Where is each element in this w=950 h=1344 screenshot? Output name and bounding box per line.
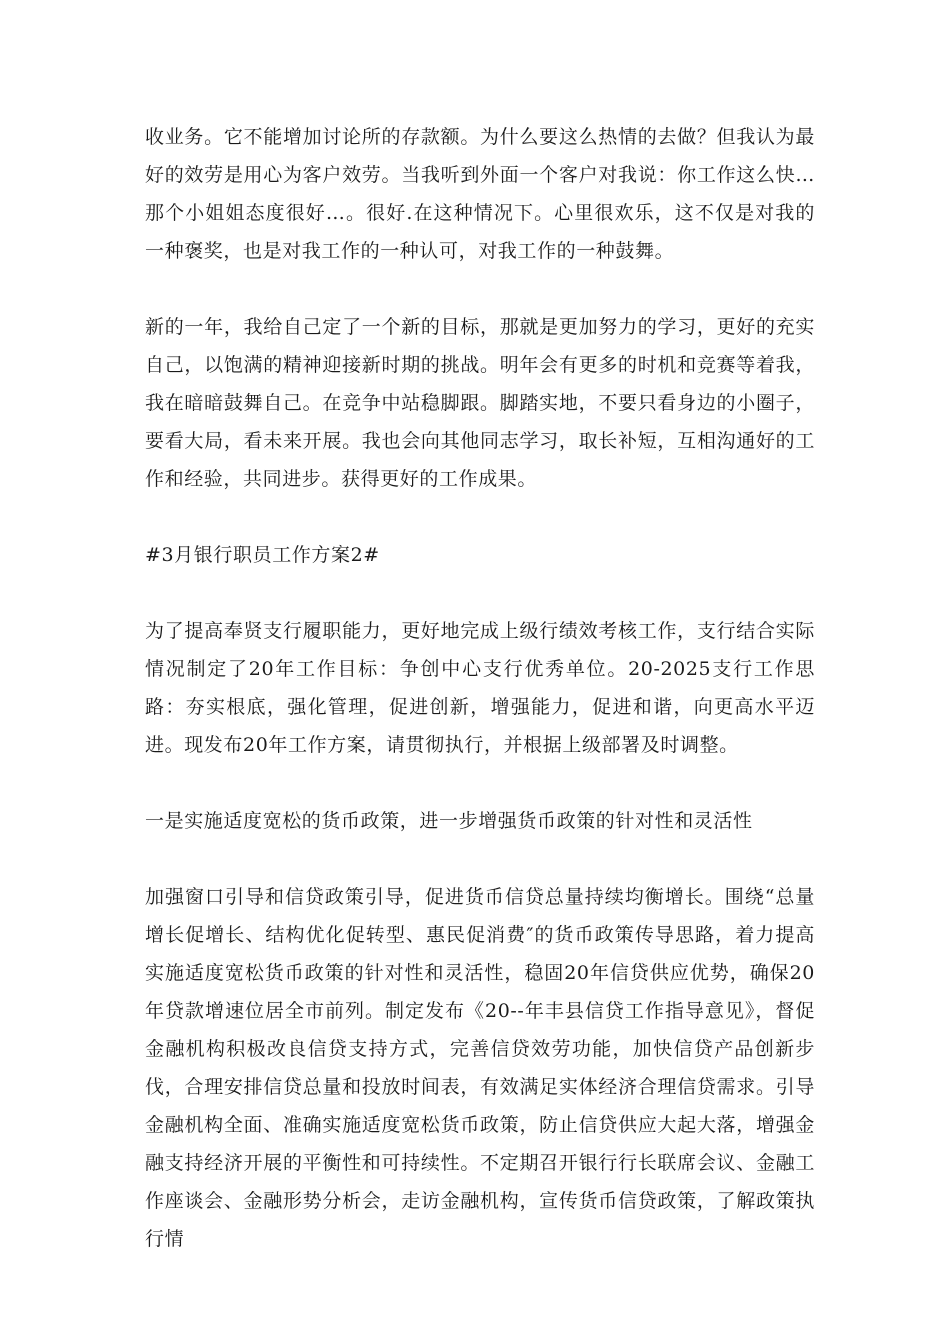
paragraph-3: 为了提高奉贤支行履职能力，更好地完成上级行绩效考核工作，支行结合实际情况制定了20年工作目标：争创中心支行优秀单位。20-2025支行工作思路：夯实根底，强化管理，促进创新，增强能力，促进和谐，向更高水平迈进。现发布20年工作方案，请贯彻执行，并根据上级部署及时调整。 <box>145 620 815 756</box>
document-body <box>145 118 815 1258</box>
paragraph-2: 新的一年，我给自己定了一个新的目标，那就是更加努力的学习，更好的充实自己，以饱满的精神迎接新时期的挑战。明年会有更多的时机和竞赛等着我，我在暗暗鼓舞自己。在竞争中站稳脚跟。脚踏实地，不要只看身边的小圈子，要看大局，看未来开展。我也会向其他同志学习，取长补短，互相沟通好的工作和经验，共同进步。获得更好的工作成果。 <box>145 316 815 490</box>
section-heading: #3月银行职员工作方案2# <box>145 544 380 566</box>
paragraph-1: 收业务。它不能增加讨论所的存款额。为什么要这么热情的去做？但我认为最好的效劳是用心为客户效劳。当我听到外面一个客户对我说：你工作这么快…那个小姐姐态度很好…。很好.在这种情况下。心里很欢乐，这不仅是对我的一种褒奖，也是对我工作的一种认可，对我工作的一种鼓舞。 <box>145 126 815 262</box>
paragraph-5: 加强窗口引导和信贷政策引导，促进货币信贷总量持续均衡增长。围绕“总量增长促增长、结构优化促转型、惠民促消费″的货币政策传导思路，着力提高实施适度宽松货币政策的针对性和灵活性，稳固20年信贷供应优势，确保20年贷款增速位居全市前列。制定发布《20--年丰县信贷工作指导意见》，督促金融机构积极改良信贷支持方式，完善信贷效劳功能，加快信贷产品创新步伐，合理安排信贷总量和投放时间表，有效满足实体经济合理信贷需求。引导金融机构全面、准确实施适度宽松货币政策，防止信贷供应大起大落，增强金融支持经济开展的平衡性和可持续性。不定期召开银行行长联席会议、金融工作座谈会、金融形势分析会，走访金融机构，宣传货币信贷政策，了解政策执行情 <box>145 886 815 1250</box>
paragraph-4: 一是实施适度宽松的货币政策，进一步增强货币政策的针对性和灵活性 <box>145 810 753 832</box>
